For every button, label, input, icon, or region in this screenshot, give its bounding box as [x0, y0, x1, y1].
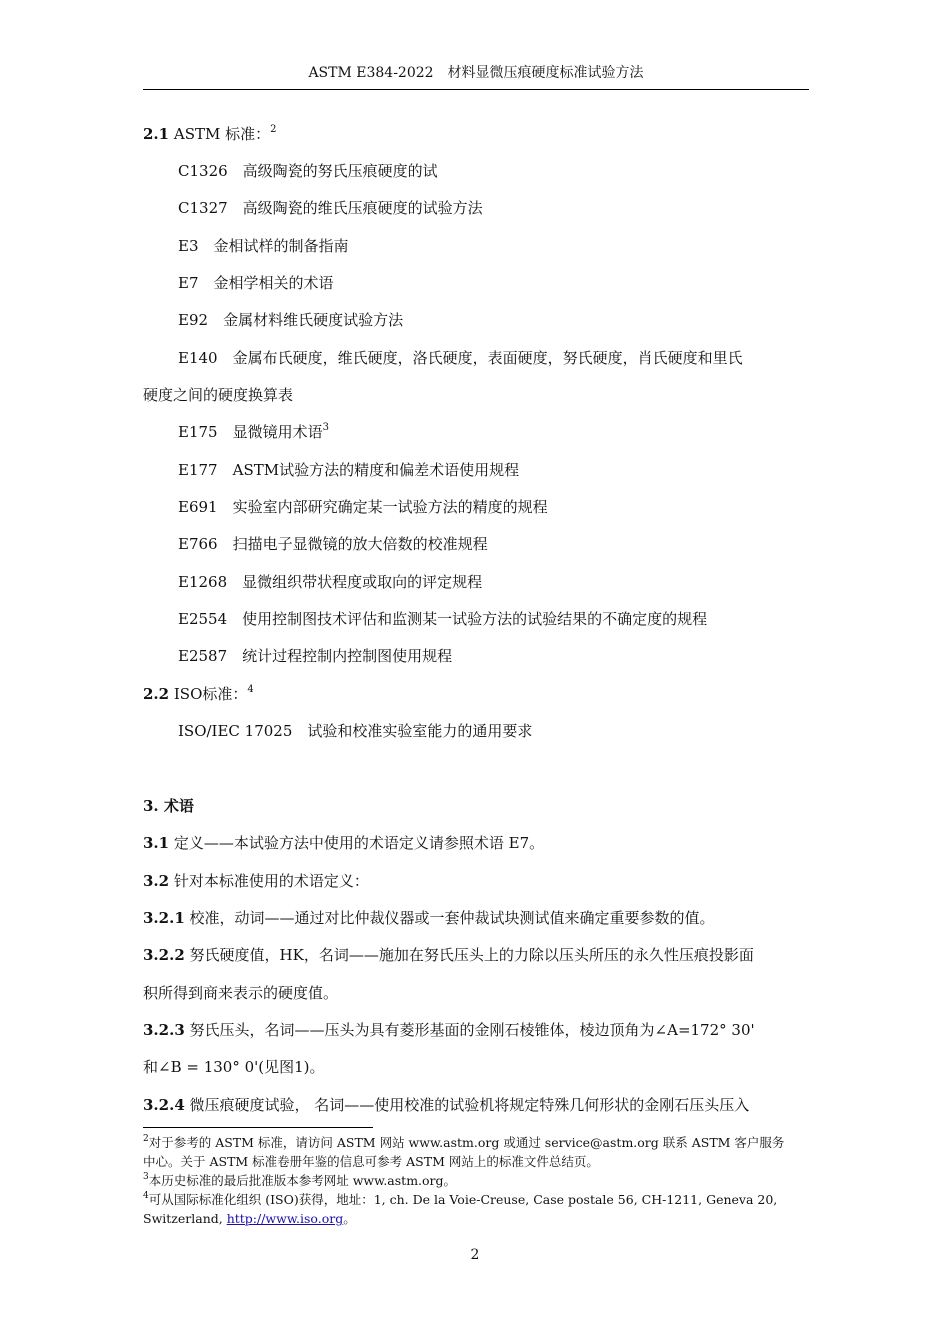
footnote-marker: 4	[143, 1190, 149, 1201]
footnote-4	[143, 1192, 777, 1208]
ref-code: C1327	[178, 199, 228, 217]
footnote-text: 本历史标准的最后批准版本参考网址 www.astm.org。	[148, 1173, 457, 1188]
ref-title: 金相试样的制备指南	[213, 237, 349, 255]
footnote-4-continued	[143, 1211, 356, 1227]
clause-3-2-2	[143, 945, 754, 965]
footnote-2-continued: 中心。关于 ASTM 标准卷册年鉴的信息可参考 ASTM 网站上的标准文件总结页。	[143, 1154, 599, 1169]
footnote-2	[143, 1135, 784, 1151]
reference-e140-continued: 硬度之间的硬度换算表	[143, 386, 294, 404]
ref-title: 金属布氏硬度，维氏硬度，洛氏硬度，表面硬度，努氏硬度，肖氏硬度和里氏	[232, 349, 743, 367]
ref-title: 扫描电子显微镜的放大倍数的校准规程	[232, 535, 488, 553]
ref-title: 高级陶瓷的维氏压痕硬度的试验方法	[242, 199, 483, 217]
footnote-ref-3: 3	[322, 422, 329, 433]
ref-title: 高级陶瓷的努氏压痕硬度的试	[242, 162, 438, 180]
ref-code: E92	[178, 311, 209, 329]
section-3-heading: 3. 术语	[143, 797, 194, 815]
footnote-text: 可从国际标准化组织 (ISO)获得，地址：1, ch. De la Voie-Creuse, Case postale 56, CH-1211, Geneva 20,	[148, 1192, 778, 1207]
reference-e175	[178, 422, 329, 442]
clause-3-1	[143, 833, 544, 853]
ref-code: E175	[178, 423, 218, 441]
section-text: ISO标准：	[169, 685, 248, 703]
reference-e7	[178, 273, 334, 293]
reference-e2587	[178, 646, 452, 666]
section-2-1-heading	[143, 124, 277, 144]
reference-e691	[178, 497, 548, 517]
ref-code: E140	[178, 349, 218, 367]
ref-code: E177	[178, 461, 218, 479]
section-text: ASTM 标准：	[169, 125, 271, 143]
footnote-rule	[143, 1127, 373, 1128]
reference-c1326	[178, 161, 438, 181]
footnote-text: 。	[343, 1211, 356, 1226]
ref-title: 金属材料维氏硬度试验方法	[223, 311, 404, 329]
clause-3-2-3	[143, 1020, 755, 1040]
clause-number: 3.2.3	[143, 1021, 185, 1039]
ref-code: E766	[178, 535, 218, 553]
ref-code: E1268	[178, 573, 228, 591]
section-number: 2.1	[143, 125, 170, 143]
reference-e92	[178, 310, 403, 330]
ref-title: 使用控制图技术评估和监测某一试验方法的试验结果的不确定度的规程	[242, 610, 708, 628]
reference-e3	[178, 236, 349, 256]
clause-text: 微压痕硬度试验， 名词——使用校准的试验机将规定特殊几何形状的金刚石压头压入	[184, 1096, 750, 1114]
ref-title: 统计过程控制内控制图使用规程	[242, 647, 453, 665]
clause-3-2-1	[143, 908, 715, 928]
ref-title: 显微镜用术语	[232, 423, 323, 441]
footnote-text: 对于参考的 ASTM 标准，请访问 ASTM 网站 www.astm.org 或通过 service@astm.org 联系 ASTM 客户服务	[148, 1135, 785, 1150]
ref-code: E3	[178, 237, 199, 255]
footnote-3	[143, 1173, 456, 1189]
ref-title: 实验室内部研究确定某一试验方法的精度的规程	[232, 498, 548, 516]
clause-text: 校准，动词——通过对比仲裁仪器或一套仲裁试块测试值来确定重要参数的值。	[184, 909, 715, 927]
reference-e2554	[178, 609, 707, 629]
iso-website-link[interactable]: http://www.iso.org	[226, 1211, 344, 1226]
reference-e1268	[178, 572, 482, 592]
header-rule	[143, 89, 809, 90]
clause-3-2	[143, 871, 369, 891]
section-number: 2.2	[143, 685, 170, 703]
ref-code: E2554	[178, 610, 228, 628]
ref-code: C1326	[178, 162, 228, 180]
clause-number: 3.2	[143, 872, 170, 890]
reference-iso-17025	[178, 721, 532, 741]
ref-code: E7	[178, 274, 199, 292]
ref-code: E691	[178, 498, 218, 516]
clause-number: 3.2.1	[143, 909, 185, 927]
clause-text: 定义——本试验方法中使用的术语定义请参照术语 E7。	[169, 834, 545, 852]
clause-text: 努氏硬度值，HK，名词——施加在努氏压头上的力除以压头所压的永久性压痕投影面	[184, 946, 754, 964]
ref-title: 试验和校准实验室能力的通用要求	[307, 722, 533, 740]
clause-text: 针对本标准使用的术语定义：	[169, 872, 369, 890]
clause-3-2-3-continued: 和∠B = 130° 0'(见图1)。	[143, 1058, 325, 1076]
ref-title: ASTM试验方法的精度和偏差术语使用规程	[232, 461, 520, 479]
ref-title: 显微组织带状程度或取向的评定规程	[242, 573, 483, 591]
ref-code: ISO/IEC 17025	[178, 722, 293, 740]
clause-number: 3.2.2	[143, 946, 185, 964]
section-2-2-heading	[143, 684, 254, 704]
page-number: 2	[470, 1247, 480, 1263]
clause-number: 3.1	[143, 834, 170, 852]
footnote-ref-2: 2	[270, 124, 277, 135]
clause-number: 3.2.4	[143, 1096, 185, 1114]
reference-c1327	[178, 198, 483, 218]
running-header: ASTM E384-2022 材料显微压痕硬度标准试验方法	[308, 65, 644, 81]
reference-e177	[178, 460, 519, 480]
ref-code: E2587	[178, 647, 228, 665]
clause-3-2-4	[143, 1095, 749, 1115]
footnote-marker: 3	[143, 1171, 149, 1182]
ref-title: 金相学相关的术语	[213, 274, 334, 292]
reference-e766	[178, 534, 488, 554]
clause-3-2-2-continued: 积所得到商来表示的硬度值。	[143, 984, 339, 1002]
reference-e140	[178, 348, 743, 368]
footnote-text: Switzerland,	[143, 1211, 227, 1226]
footnote-ref-4: 4	[247, 684, 254, 695]
footnote-marker: 2	[143, 1133, 149, 1144]
clause-text: 努氏压头，名词——压头为具有菱形基面的金刚石棱锥体，棱边顶角为∠A=172° 30'	[184, 1021, 755, 1039]
